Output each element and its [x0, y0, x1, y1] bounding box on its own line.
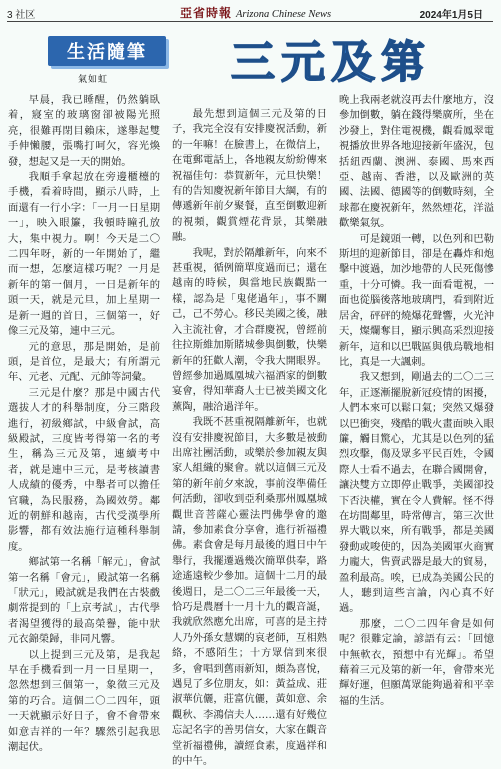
- article-column-3: [339, 93, 494, 709]
- section-label: 3 社区: [7, 10, 36, 21]
- paragraph: 我順手拿起放在旁邊櫃檯的手機，看着時間，顯示八時，上面還有一行小字：「一月一日星期一」，映入眼簾，我頓時瞳孔放大，集中視力。啊！今天是二〇二四年呀，新的一年開始了，繼而一想，怎麼這樣巧呢？一月是新年的第一個月，一日是新年的頭一天，就是元旦，加上星期一是新一週的首日，三個第一，好像三元及第，連中三元。: [8, 171, 160, 338]
- author-name: 氣如虹: [78, 75, 109, 85]
- paragraph: 晚上我兩老就沒再去什麼地方，沒參加倒數，躺在錢得樂廣所，坐在沙發上，對住電視機，觀看鳳翠電視播放世界各地迎接新年盛況，包括紐西蘭、澳洲、泰國、馬來西亞、越南、香港，以及歐洲的英國、法國、德國等的倒數時刻，全球都在慶祝新年，然然煙花，洋溢歡樂氣氛。: [339, 94, 494, 230]
- paragraph: 可是鏡頭一轉，以色列和巴勒斯坦的迎新節目，卻是在轟炸和炮擊中渡過，加沙地帶的人民死傷慘重，十分可憐。我一面看電視，一面也從腦後落地玻璃門，看到附近居舍，砰砰的燒爆花聲響，火光沖天，燦爛奪目，顯示興高采烈迎接新年，這和以巴戰區與俄烏戰地相比，真是一大諷刺。: [339, 232, 494, 368]
- article-title: 三元及第: [231, 37, 431, 88]
- article-column-2: [172, 107, 327, 769]
- paragraph: 我既不甚重視隔離新年，也就沒有安排慶祝節目，大多數是被動出席社團活動，或樂於參加親友與家人組織的聚會。就以這個三元及第的新年前夕來說，事前沒準備任何活動，卻收到亞利桑那州鳳凰城觀世音菩薩心靈法門佛學會的邀請，參加素食分享會，進行祈福禮佛。素食會是每月最後的週日中午舉行，我擺遷過幾次簡單供奉，路途遙遠較少參加。這個十二月的最後週日，是二〇二三年最後一天，恰巧是農曆十一月十九的觀音誕，我就欣然應允出席，可喜的是主持人乃外孫女慧嫻的哀老師，互相熟絡，不感陌生；十方眾信到來很多，會唱到舊雨新知，頗為喜悅，遇見了多位朋友，如：黃益成、莊淑華伉儷，莊富伉儷，黃如意、余觀秋、李鴻信夫人……還有好幾位忘記名字的善男信女，大家在觀音堂祈福禮佛，讀經食素，度過祥和的中午。: [172, 416, 327, 768]
- paragraph: 元的意思，那是開始，是前頭，是首位，是最大；有所謂元年、元老、元配、元帥等詞彙。: [8, 340, 160, 384]
- paragraph: 我又想到，剛過去的二〇二三年，正逐漸擺脫新冠疫情的困擾，人們本來可以鬆口氣；突然又爆發以巴衝突，殘酷的戰火畫面映入眼簾，觸目驚心，尤其是以色列的猛烈攻擊，傷及眾多平民百姓，令國際人士看不過去，在聯合國開會，讓決雙方立即停止戰爭，美國卻投下否決權，實在令人費解。怪不得在坊間鄰里，時常傳言，第三次世界大戰以來，所有戰爭，都是美國發動或唆使的，因為美國軍火商實力龐大，售賣武器是最大的貿易，盈利最高。唉，已成為美國公民的人，聽到這些言論，內心真不好過。: [339, 371, 494, 615]
- page-header: [0, 0, 501, 22]
- paragraph: 鄉試第一名稱「解元」，會試第一名稱「會元」，殿試第一名稱「狀元」，殿試就是我們在古裝戲劇常提到的「上京考試」，古代學者渴望獲得的最高榮譽，能中狀元衣錦榮歸，非同凡響。: [8, 556, 160, 646]
- paragraph: 以上提到三元及第，是我起早在手機看到一月一日星期一，忽然想到三個第一，象徵三元及第的巧合。這個二〇二四年，頭一天就顯示好日子，會不會帶來如意吉祥的一年？驟然引起我思潮起伏。: [8, 648, 160, 754]
- newspaper-name-en: Arizona Chinese News: [236, 9, 332, 20]
- newspaper-masthead: [180, 4, 331, 21]
- column-badge: 生活隨筆: [48, 36, 166, 66]
- newspaper-name: 亞省時報: [180, 6, 233, 20]
- article-column-1: [8, 93, 160, 755]
- paragraph: 我呢，對於隔離新年，向來不甚重視，循例簡單度過而已；還在越南的時候，與當地民族觀點一樣，認為是「鬼佬過年」，事不關己，己不勞心。移民美國之後，融入主流社會，才合群慶祝，曾經前往拉斯維加斯賭城參與倒數，快樂新年的狂歡人潮，令我大開眼界。曾經參加過鳳凰城六福酒家的倒數宴會，得知華裔人士已被美國文化薰陶，融洽過洋年。: [172, 246, 327, 413]
- paragraph: 最先想到這個三元及第的日子，我完全沒有安排慶祝活動，新的一年嘛！在臉書上，在微信上，在電郵電話上，各地親友紛紛傳來祝福佳句：恭賀新年，元旦快樂！有的告知慶祝新年節目大綱，有的傳遞新年前夕聚餐，直至倒數迎新的視頻，觀賞煙花背景，其樂融融。: [172, 108, 327, 244]
- paragraph: 那麼，二〇二四年會是如何呢？很難定論，諺語有云：「回憶中無軟衣，預想中有光輝」。希望藉着三元及第的新一年，會帶來光輝好運，但願萬眾能夠過着和平幸福的生活。: [339, 617, 494, 707]
- header-divider: [7, 21, 493, 22]
- issue-date: 2024年1月5日: [419, 10, 483, 21]
- paragraph: 三元是什麼？那是中國古代選拔人才的科舉制度，分三階段進行，初級鄉試，中級會試，高級殿試，三度皆考得第一名的考生，稱為三元及第，連續考中者，就是連中三元，是考核讀書人成績的優秀，中舉者可以擔任官職，為民服務，為國效勞。鄰近的朝鮮和越南，古代受漢學所影響，都有效法施行這種科舉制度。: [8, 386, 160, 553]
- paragraph: 早晨，我已睡醒，仍然躺臥着，寢室的玻璃窗卻被陽光照亮，很難再閉目賴床，遂舉起雙手伸懶腰，張嘴打呵欠，容光煥發，想起又是一天的開始。: [8, 94, 160, 168]
